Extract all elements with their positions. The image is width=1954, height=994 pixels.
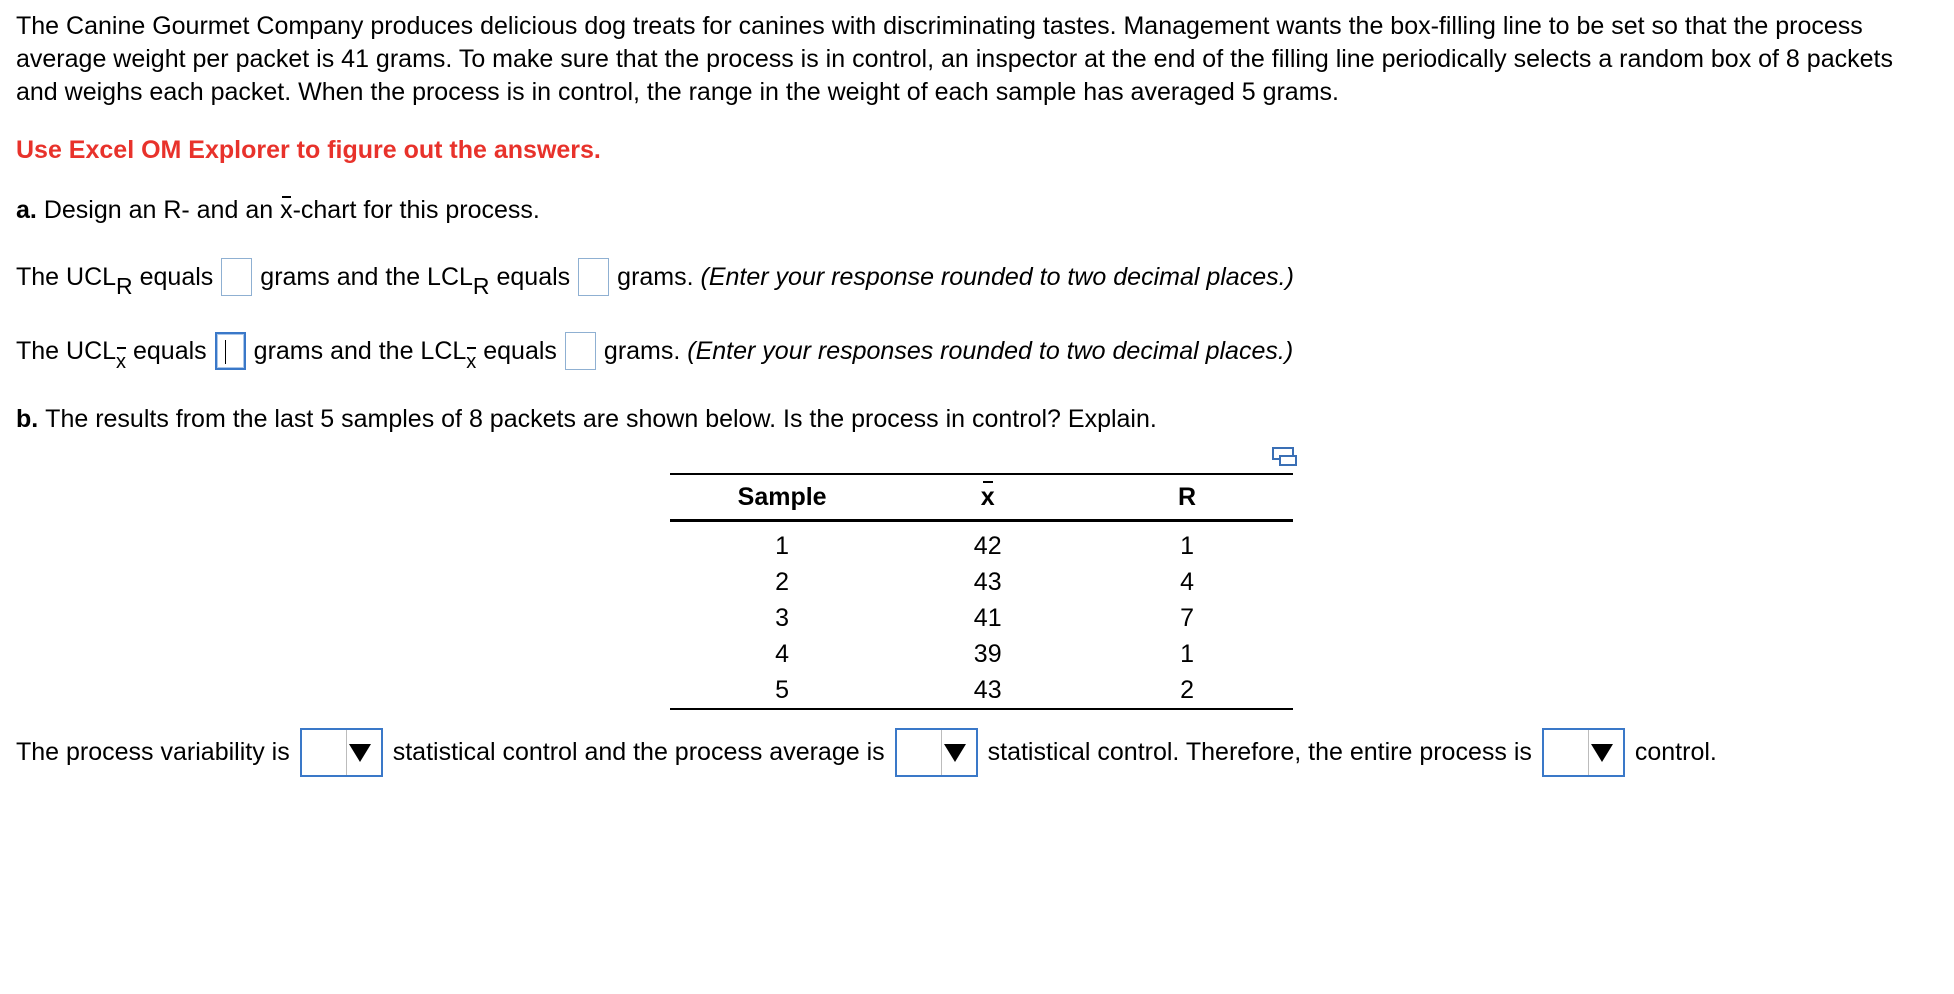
x-bar-cell: 43	[973, 675, 1002, 704]
part-a-text-after: -chart for this process.	[292, 196, 540, 224]
x-bar-cell: 41	[973, 603, 1002, 632]
dropdown-arrow[interactable]	[346, 730, 381, 775]
part-b-label: b.	[16, 405, 39, 433]
rounding-hint: (Enter your responses rounded to two decimal places.)	[687, 336, 1294, 365]
control-text: control.	[1634, 738, 1717, 766]
r-cell: 4	[1180, 567, 1195, 596]
chevron-down-icon	[944, 744, 966, 762]
text-cursor	[225, 340, 226, 364]
average-text: statistical control and the process average is	[392, 738, 885, 766]
samples-table	[670, 473, 1293, 710]
header-sample: Sample	[737, 482, 827, 511]
x-bar-cell: 43	[973, 567, 1002, 596]
part-b-heading	[16, 405, 1157, 434]
rounding-hint: (Enter your response rounded to two decimal places.)	[700, 262, 1294, 291]
header-r: R	[1178, 482, 1197, 511]
entire-process-text: statistical control. Therefore, the entire process is	[987, 738, 1532, 766]
table-row	[670, 672, 1293, 709]
r-cell: 1	[1180, 639, 1195, 668]
ucl-x-input[interactable]	[215, 332, 246, 370]
part-a-label: a.	[16, 196, 37, 224]
variability-dropdown[interactable]	[300, 728, 383, 777]
x-bar-symbol: x	[280, 196, 293, 224]
chevron-down-icon	[349, 744, 371, 762]
dropdown-arrow[interactable]	[941, 730, 976, 775]
r-chart-limits-line	[16, 258, 1294, 299]
equals-text: equals	[496, 262, 571, 291]
sample-cell: 3	[775, 603, 790, 632]
equals-text: equals	[133, 336, 207, 365]
ucl-r-label: The UCL	[16, 262, 117, 291]
lcl-x-subscript: x	[466, 350, 477, 373]
sample-cell: 2	[775, 567, 790, 596]
sample-cell: 1	[775, 531, 790, 560]
sample-cell: 5	[775, 675, 790, 704]
ucl-x-subscript: x	[116, 350, 127, 373]
dropdown-arrow[interactable]	[1588, 730, 1623, 775]
part-a-text-before: Design an R- and an	[43, 196, 274, 224]
part-b-text: The results from the last 5 samples of 8 packets are shown below. Is the process in control? Explain.	[45, 405, 1157, 433]
ucl-r-subscript: R	[116, 272, 133, 299]
copy-table-icon[interactable]	[1272, 447, 1298, 467]
table-body	[670, 521, 1293, 710]
chevron-down-icon	[1591, 744, 1613, 762]
x-bar-cell: 42	[973, 531, 1002, 560]
problem-statement	[16, 10, 1936, 109]
problem-paragraph: The Canine Gourmet Company produces delicious dog treats for canines with discriminating tastes. Management wants the box-filling line to be set so that the process average weight per packet is 41 grams. To make sure that the process is in control, an inspector at the end of the filling line periodically selects a random box of 8 packets and weighs each packet. When the process is in control, the range in the weight of each sample has averaged 5 grams.	[16, 12, 1893, 106]
grams-text: grams.	[617, 262, 694, 291]
r-cell: 2	[1180, 675, 1195, 704]
x-bar-cell: 39	[973, 639, 1002, 668]
x-chart-limits-line	[16, 332, 1294, 373]
equals-text: equals	[139, 262, 214, 291]
conclusion-line	[16, 728, 1717, 777]
lcl-r-input[interactable]	[578, 258, 609, 296]
lcl-r-subscript: R	[472, 272, 490, 299]
table-row	[670, 564, 1293, 600]
instruction-text: Use Excel OM Explorer to figure out the answers.	[16, 136, 601, 164]
ucl-r-input[interactable]	[221, 258, 252, 296]
average-dropdown[interactable]	[895, 728, 978, 777]
r-cell: 7	[1180, 603, 1195, 632]
grams-text: grams.	[603, 336, 681, 365]
x-bar-header-symbol: x	[980, 482, 995, 511]
part-a-heading	[16, 196, 540, 225]
header-x-bar	[894, 474, 1081, 521]
r-cell: 1	[1180, 531, 1195, 560]
table-row	[670, 636, 1293, 672]
sample-cell: 4	[775, 639, 790, 668]
table-row	[670, 600, 1293, 636]
equals-text: equals	[483, 336, 557, 365]
entire-process-dropdown[interactable]	[1542, 728, 1625, 777]
lcl-x-input[interactable]	[565, 332, 596, 370]
table-header-row	[670, 474, 1293, 521]
table-row	[670, 521, 1293, 565]
lcl-x-label: grams and the LCL	[253, 336, 467, 365]
lcl-r-label: grams and the LCL	[260, 262, 473, 291]
variability-text: The process variability is	[16, 738, 290, 766]
ucl-x-label: The UCL	[16, 336, 117, 365]
